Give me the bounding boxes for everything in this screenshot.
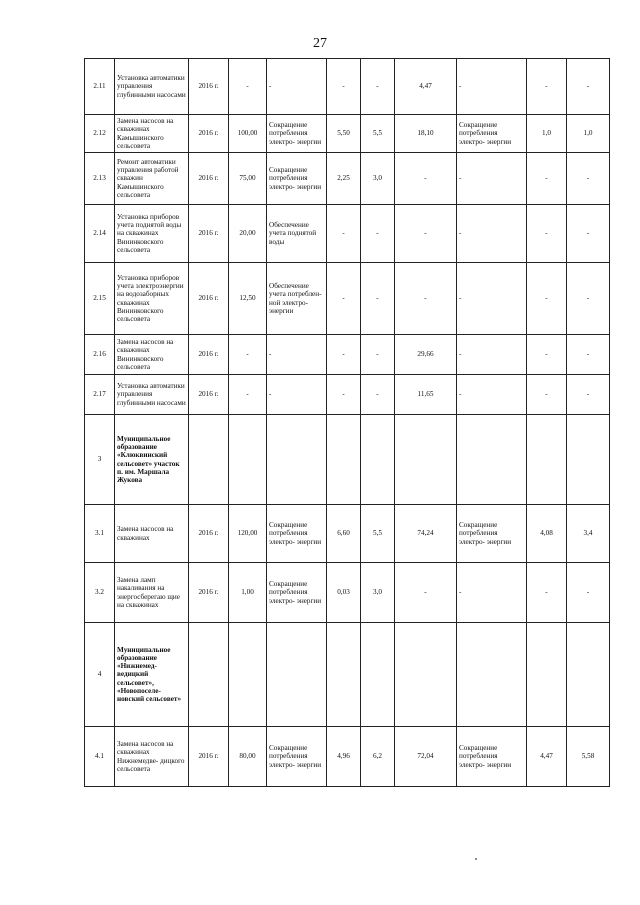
cell-num: 2.15	[85, 263, 115, 335]
cell-v3: -	[395, 153, 457, 205]
cell-num: 2.17	[85, 375, 115, 415]
table-row	[85, 623, 610, 727]
cell-v4: -	[527, 205, 567, 263]
cell-v5: -	[567, 205, 610, 263]
cell-v4: -	[527, 375, 567, 415]
table-row	[85, 335, 610, 375]
cell-desc: Муниципальное образование «Клюквинский сельсовет» участок п. им. Маршала Жукова	[115, 415, 189, 505]
cell-cost: 12,50	[229, 263, 267, 335]
cell-desc: Замена насосов на скважинах	[115, 505, 189, 563]
cell-effect	[267, 623, 327, 727]
cell-num: 4	[85, 623, 115, 727]
cell-effect2: -	[457, 263, 527, 335]
cell-num: 3.1	[85, 505, 115, 563]
cell-effect: -	[267, 335, 327, 375]
cell-v1: 6,60	[327, 505, 361, 563]
cell-v2: 5,5	[361, 505, 395, 563]
cell-v2	[361, 415, 395, 505]
measures-table	[84, 58, 610, 787]
cell-v5	[567, 415, 610, 505]
cell-cost: -	[229, 375, 267, 415]
cell-year: 2016 г.	[189, 115, 229, 153]
cell-v5: 5,58	[567, 727, 610, 787]
cell-year: 2016 г.	[189, 205, 229, 263]
cell-v4	[527, 415, 567, 505]
cell-effect: Сокращение потребления электро- энергии	[267, 115, 327, 153]
cell-v1	[327, 623, 361, 727]
cell-effect2: -	[457, 59, 527, 115]
cell-v3	[395, 415, 457, 505]
cell-v5: -	[567, 263, 610, 335]
cell-desc: Установка приборов учета электроэнергии на водозаборных скважинах Вининковского сельсовета	[115, 263, 189, 335]
cell-num: 2.11	[85, 59, 115, 115]
cell-effect: Сокращение потребления электро- энергии	[267, 505, 327, 563]
cell-effect2: -	[457, 375, 527, 415]
cell-desc: Муниципальное образование «Нижнемед- ведицкий сельсовет», «Новопоселе- новский сельсовет»	[115, 623, 189, 727]
cell-year: 2016 г.	[189, 153, 229, 205]
cell-effect2: -	[457, 563, 527, 623]
cell-year: 2016 г.	[189, 59, 229, 115]
cell-v4: 4,47	[527, 727, 567, 787]
cell-v1: -	[327, 375, 361, 415]
cell-num: 2.13	[85, 153, 115, 205]
cell-v1: 2,25	[327, 153, 361, 205]
cell-v4: -	[527, 263, 567, 335]
cell-v3: 74,24	[395, 505, 457, 563]
cell-num: 2.16	[85, 335, 115, 375]
cell-v5: -	[567, 335, 610, 375]
cell-v3: 18,10	[395, 115, 457, 153]
cell-desc: Ремонт автоматики управления работой скважин Камышинского сельсовета	[115, 153, 189, 205]
cell-num: 2.12	[85, 115, 115, 153]
cell-v2: -	[361, 375, 395, 415]
cell-desc: Замена ламп накаливания на энергосберегаю щие на скважинах	[115, 563, 189, 623]
cell-cost: 100,00	[229, 115, 267, 153]
cell-v2: -	[361, 335, 395, 375]
cell-effect2: Сокращение потребления электро- энергии	[457, 727, 527, 787]
cell-v3: -	[395, 563, 457, 623]
cell-effect: Обеспечение учета поднятой воды	[267, 205, 327, 263]
cell-year: 2016 г.	[189, 335, 229, 375]
cell-year: 2016 г.	[189, 563, 229, 623]
table-row	[85, 563, 610, 623]
cell-v4: -	[527, 59, 567, 115]
cell-v5: -	[567, 153, 610, 205]
cell-effect: Сокращение потребления электро- энергии	[267, 727, 327, 787]
cell-v1: -	[327, 335, 361, 375]
cell-cost	[229, 623, 267, 727]
cell-desc: Замена насосов на скважинах Вининковского сельсовета	[115, 335, 189, 375]
cell-effect	[267, 415, 327, 505]
page-number: 27	[313, 36, 327, 51]
cell-year	[189, 415, 229, 505]
cell-v5	[567, 623, 610, 727]
cell-v3: 4,47	[395, 59, 457, 115]
cell-v2	[361, 623, 395, 727]
cell-v5: -	[567, 59, 610, 115]
cell-desc: Замена насосов на скважинах Нижнемедве- дицкого сельсовета	[115, 727, 189, 787]
cell-effect: Обеспечение учета потреблен- ной электро- энергии	[267, 263, 327, 335]
cell-v1: 0,03	[327, 563, 361, 623]
cell-effect: -	[267, 59, 327, 115]
table-row	[85, 153, 610, 205]
cell-year: 2016 г.	[189, 263, 229, 335]
cell-v2: 6,2	[361, 727, 395, 787]
cell-effect: Сокращение потребления электро- энергии	[267, 563, 327, 623]
table-row	[85, 415, 610, 505]
table-row	[85, 59, 610, 115]
cell-year	[189, 623, 229, 727]
cell-v4: 4,08	[527, 505, 567, 563]
cell-num: 3	[85, 415, 115, 505]
cell-v1: 4,96	[327, 727, 361, 787]
cell-effect: -	[267, 375, 327, 415]
cell-year: 2016 г.	[189, 505, 229, 563]
cell-cost	[229, 415, 267, 505]
cell-cost: -	[229, 59, 267, 115]
cell-v1: -	[327, 59, 361, 115]
cell-v3: -	[395, 263, 457, 335]
cell-v5: 3,4	[567, 505, 610, 563]
cell-v1: 5,50	[327, 115, 361, 153]
cell-v2: -	[361, 263, 395, 335]
table-row	[85, 727, 610, 787]
cell-year: 2016 г.	[189, 727, 229, 787]
cell-v5: -	[567, 563, 610, 623]
table-row	[85, 115, 610, 153]
table-row	[85, 505, 610, 563]
cell-v4: -	[527, 563, 567, 623]
table-body	[85, 59, 610, 787]
cell-cost: 120,00	[229, 505, 267, 563]
cell-v4: -	[527, 335, 567, 375]
cell-num: 2.14	[85, 205, 115, 263]
cell-effect2: Сокращение потребления электро- энергии	[457, 115, 527, 153]
scan-dot	[475, 858, 477, 860]
cell-v2: 5,5	[361, 115, 395, 153]
cell-cost: 75,00	[229, 153, 267, 205]
cell-desc: Замена насосов на скважинах Камышинского сельсовета	[115, 115, 189, 153]
cell-v3: -	[395, 205, 457, 263]
cell-v1	[327, 415, 361, 505]
cell-v2: 3,0	[361, 563, 395, 623]
cell-effect2	[457, 415, 527, 505]
cell-effect2: Сокращение потребления электро- энергии	[457, 505, 527, 563]
cell-year: 2016 г.	[189, 375, 229, 415]
cell-v4: -	[527, 153, 567, 205]
cell-effect2: -	[457, 335, 527, 375]
cell-effect2: -	[457, 153, 527, 205]
cell-v4	[527, 623, 567, 727]
cell-num: 3.2	[85, 563, 115, 623]
cell-effect2	[457, 623, 527, 727]
cell-num: 4.1	[85, 727, 115, 787]
cell-v3	[395, 623, 457, 727]
cell-v4: 1,0	[527, 115, 567, 153]
cell-desc: Установка автоматики управления глубинными насосами	[115, 375, 189, 415]
cell-v3: 72,04	[395, 727, 457, 787]
table-row	[85, 375, 610, 415]
cell-cost: 1,00	[229, 563, 267, 623]
cell-effect: Сокращение потребления электро- энергии	[267, 153, 327, 205]
cell-v1: -	[327, 263, 361, 335]
cell-v1: -	[327, 205, 361, 263]
cell-cost: 80,00	[229, 727, 267, 787]
table-row	[85, 205, 610, 263]
table-row	[85, 263, 610, 335]
cell-v5: -	[567, 375, 610, 415]
cell-v5: 1,0	[567, 115, 610, 153]
cell-cost: -	[229, 335, 267, 375]
cell-v3: 11,65	[395, 375, 457, 415]
cell-desc: Установка автоматики управления глубинными насосами	[115, 59, 189, 115]
cell-v2: -	[361, 205, 395, 263]
cell-desc: Установка приборов учета поднятой воды на скважинах Вининковского сельсовета	[115, 205, 189, 263]
cell-effect2: -	[457, 205, 527, 263]
cell-cost: 20,00	[229, 205, 267, 263]
cell-v3: 29,66	[395, 335, 457, 375]
cell-v2: -	[361, 59, 395, 115]
cell-v2: 3,0	[361, 153, 395, 205]
